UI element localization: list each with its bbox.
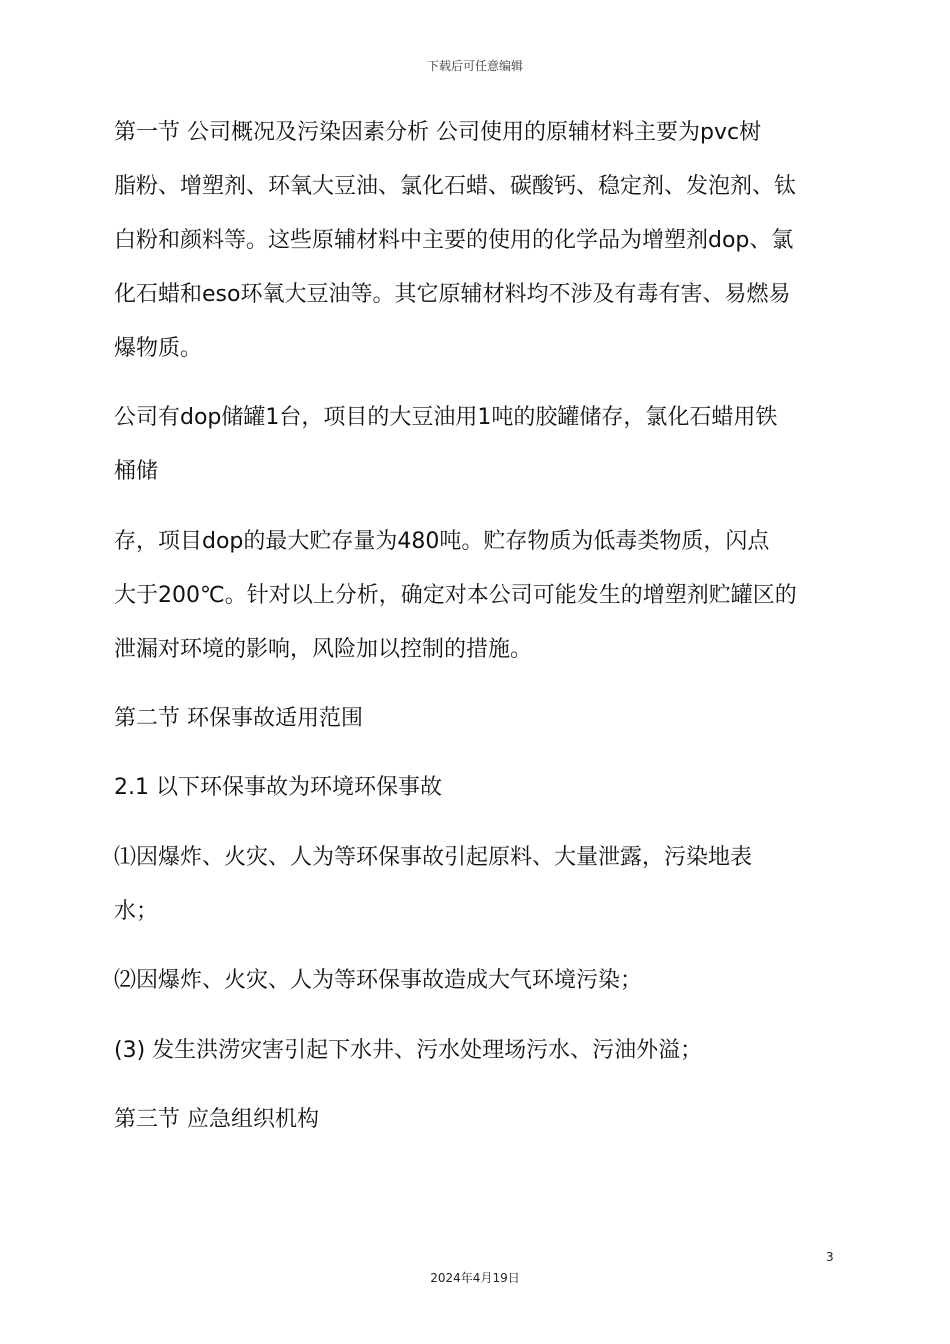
subsection-heading: 2.1 以下环保事故为环境环保事故 xyxy=(114,775,442,800)
footer-date: 2024年4月19日 xyxy=(430,1271,520,1285)
section-heading: 第三节 应急组织机构 xyxy=(114,1107,319,1132)
text-line: 泄漏对环境的影响，风险加以控制的措施。 xyxy=(114,637,533,662)
header-note: 下载后可任意编辑 xyxy=(426,59,523,73)
list-item: (3) 发生洪涝灾害引起下水井、污水处理场污水、污油外溢； xyxy=(114,1038,703,1063)
text-line: 桶储 xyxy=(114,459,159,484)
section-heading: 第二节 环保事故适用范围 xyxy=(114,706,363,731)
text-line: 化石蜡和eso环氧大豆油等。其它原辅材料均不涉及有毒有害、易燃易 xyxy=(114,282,791,307)
list-item: ⑵因爆炸、火灾、人为等环保事故造成大气环境污染； xyxy=(114,968,643,993)
text-line: 爆物质。 xyxy=(114,336,203,361)
page-number: 3 xyxy=(826,1250,834,1264)
text-line: 白粉和颜料等。这些原辅材料中主要的使用的化学品为增塑剂dop、氯 xyxy=(114,228,794,253)
list-item: ⑴因爆炸、火灾、人为等环保事故引起原料、大量泄露，污染地表 xyxy=(114,845,753,870)
text-line: 水； xyxy=(114,899,159,924)
text-line: 大于200℃。针对以上分析，确定对本公司可能发生的增塑剂贮罐区的 xyxy=(114,583,797,608)
text-line: 存，项目dop的最大贮存量为480吨。贮存物质为低毒类物质，闪点 xyxy=(114,529,770,554)
text-line: 脂粉、增塑剂、环氧大豆油、氯化石蜡、碳酸钙、稳定剂、发泡剂、钛 xyxy=(114,174,797,199)
text-line: 第一节 公司概况及污染因素分析 公司使用的原辅材料主要为pvc树 xyxy=(114,120,762,145)
text-line: 公司有dop储罐1台，项目的大豆油用1吨的胶罐储存，氯化石蜡用铁 xyxy=(114,405,778,430)
